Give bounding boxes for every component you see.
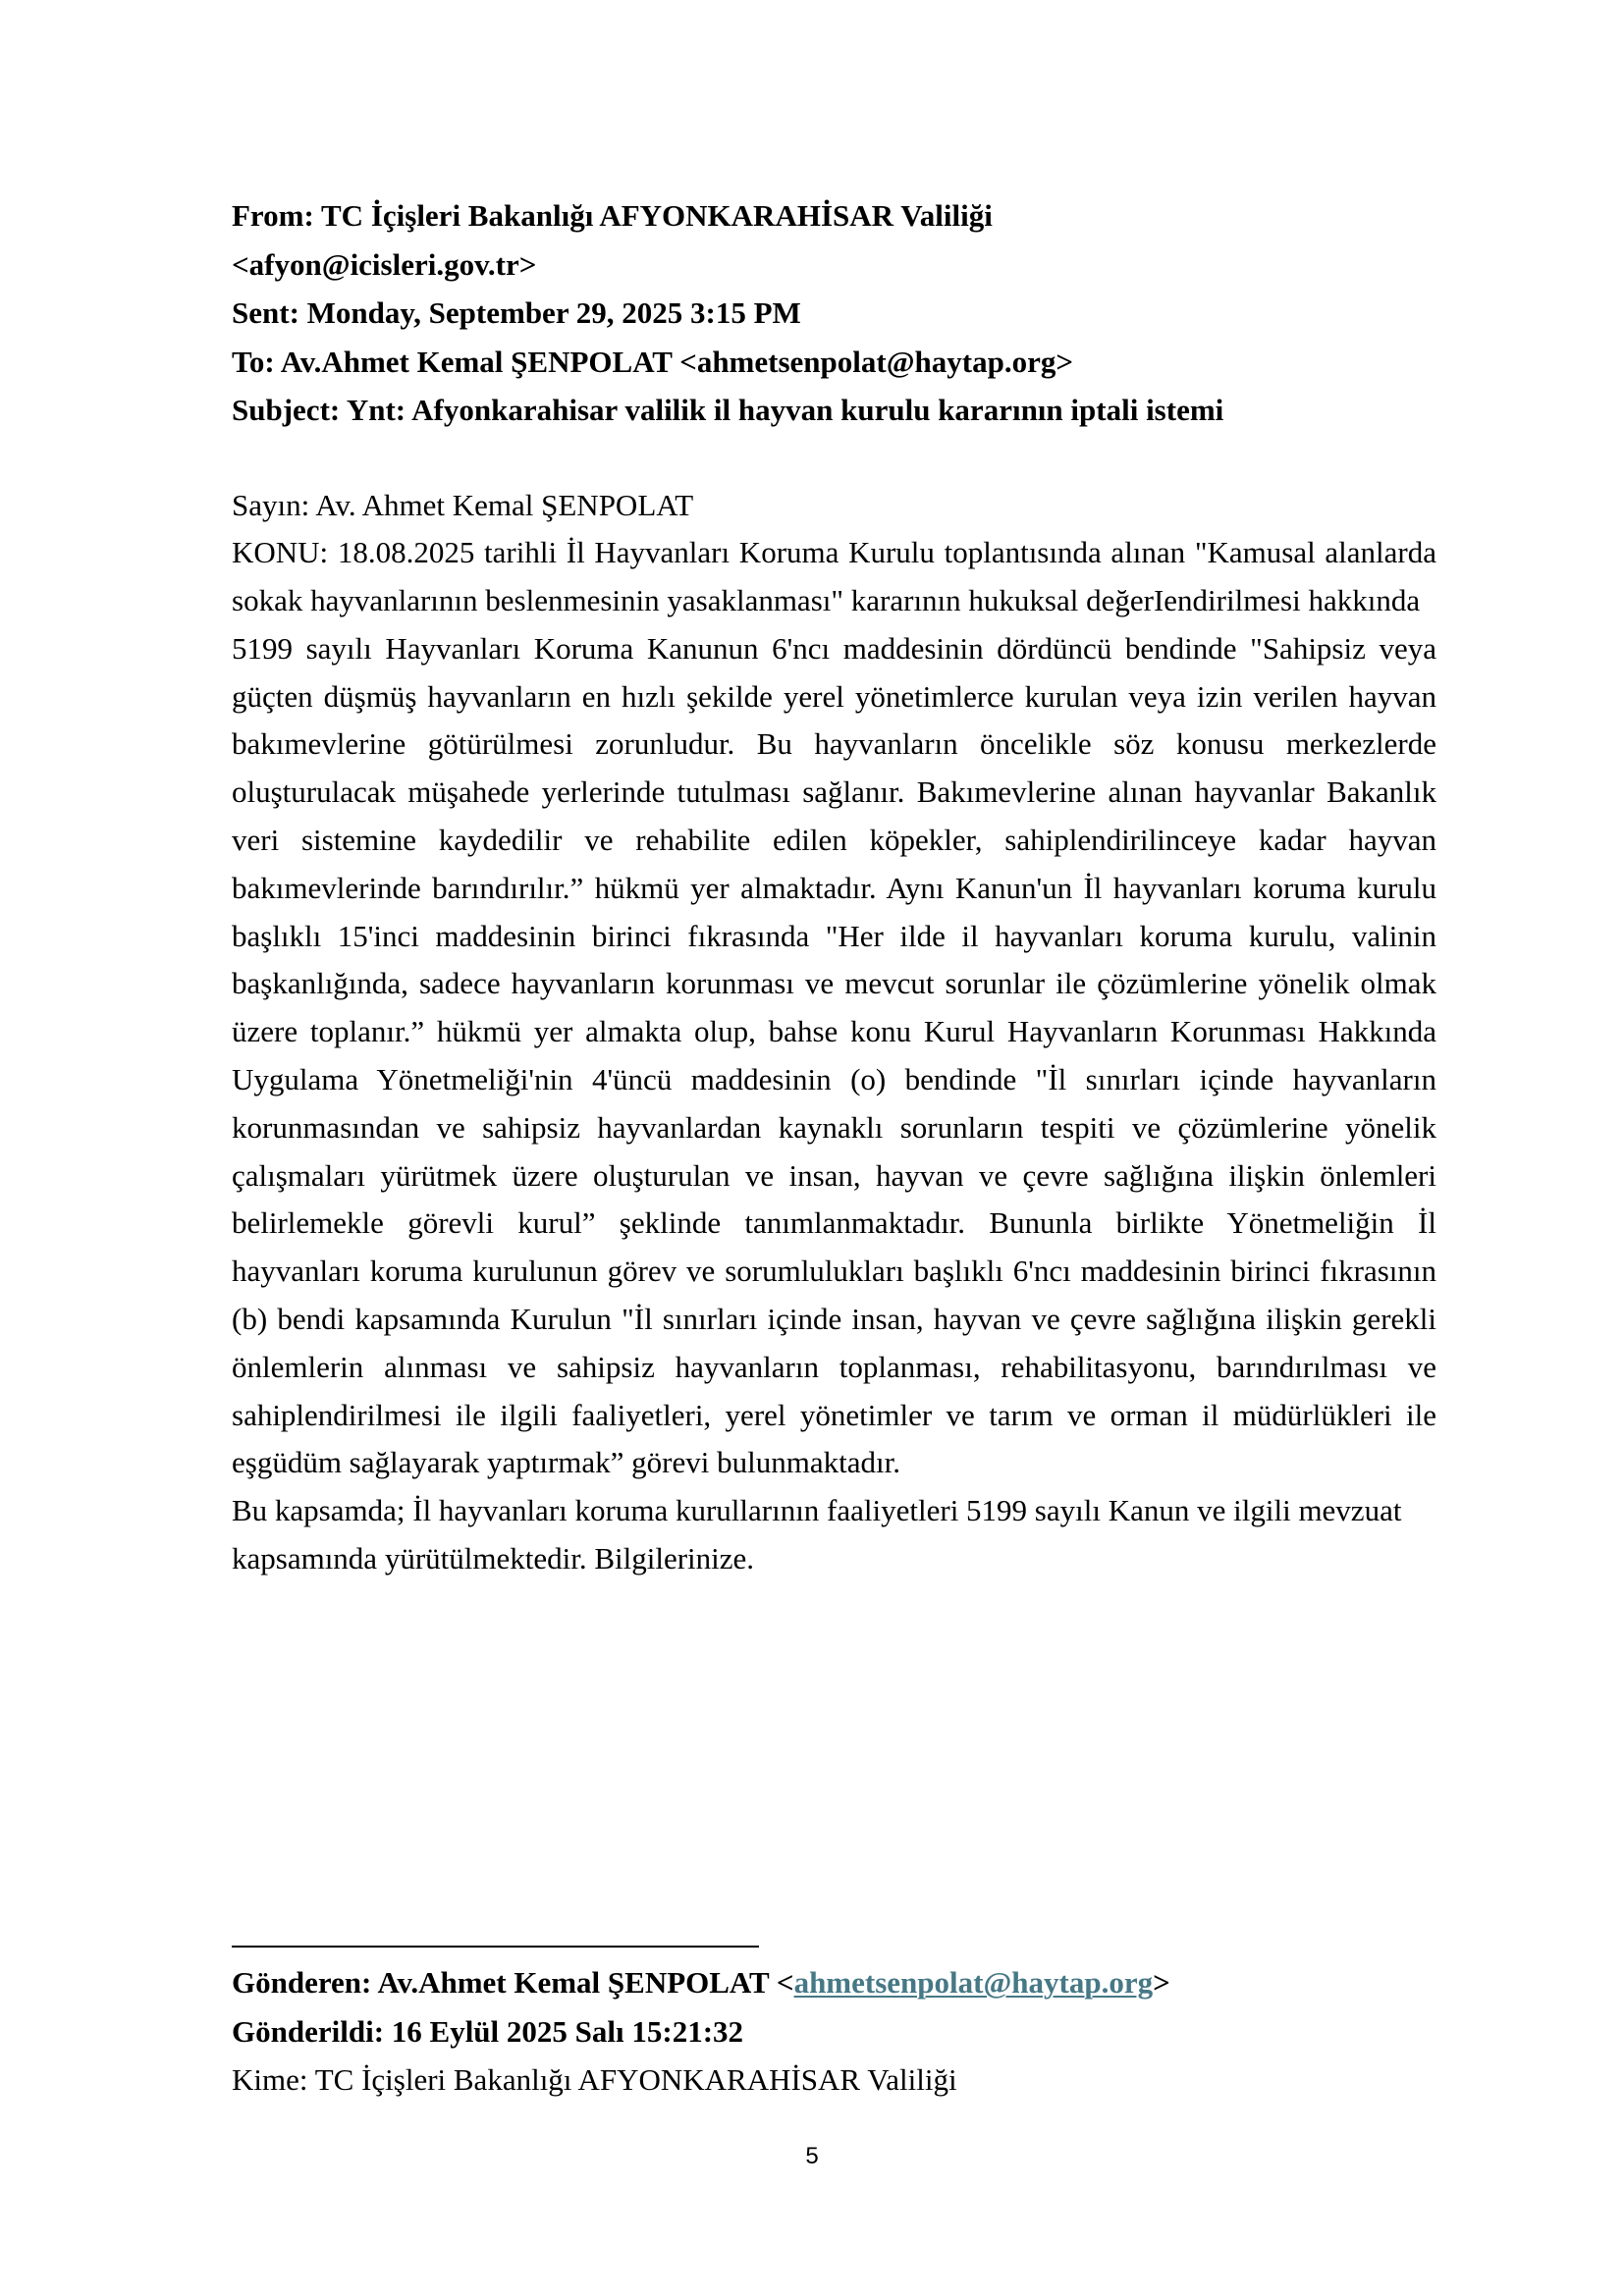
forwarded-header <box>232 1958 1436 2105</box>
email-header <box>232 191 1436 435</box>
header-spacer <box>232 435 1436 482</box>
from-name: TC İçişleri Bakanlığı AFYONKARAHİSAR Valiliği <box>321 198 993 233</box>
to-value: Av.Ahmet Kemal ŞENPOLAT <ahmetsenpolat@haytap.org> <box>280 344 1074 379</box>
email-from-address: <afyon@icisleri.gov.tr> <box>232 246 537 282</box>
email-close-bracket: > <box>1153 1965 1170 2000</box>
sent-label: Sent: <box>232 295 299 330</box>
subject-paragraph: KONU: 18.08.2025 tarihli İl Hayvanları Koruma Kurulu toplantısında alınan "Kamusal alanlarda sokak hayvanlarının beslenmesinin yasaklanması" kararının hukuksal değerIendirilmesi hakkında <box>232 535 1436 618</box>
forwarded-to-label: Kime: <box>232 2062 308 2097</box>
email-sent-line <box>232 289 1436 338</box>
email-open-bracket: < <box>776 1965 794 2000</box>
subject-label: Subject: <box>232 393 341 427</box>
forwarded-sent-label: Gönderildi: <box>232 2013 385 2049</box>
email-from-line <box>232 191 1436 240</box>
forwarded-sender-label: Gönderen: <box>232 1965 372 2000</box>
sent-value: Monday, September 29, 2025 3:15 PM <box>306 295 801 330</box>
email-to-line <box>232 338 1436 387</box>
divider-line <box>232 1946 759 1948</box>
forwarded-sent-value: 16 Eylül 2025 Salı 15:21:32 <box>391 2013 744 2049</box>
body-paragraph-1: 5199 sayılı Hayvanları Koruma Kanunun 6'ncı maddesinin dördüncü bendinde "Sahipsiz veya güçten düşmüş hayvanların en hızlı şekilde yerel yönetimlerce kurulan veya izin verilen hayvan bakımevlerine götürülmesi zorunludur. Bu hayvanların öncelikle söz konusu merkezlerde oluşturulacak müşahede yerlerinde tutulması sağlanır. Bakımevlerine alınan hayvanlar Bakanlık veri sistemine kaydedilir ve rehabilite edilen köpekler, sahiplendirilinceye kadar hayvan bakımevlerinde barındırılır.” hükmü yer almaktadır. Aynı Kanun'un İl hayvanları koruma kurulu başlıklı 15'inci maddesinin birinci fıkrasında "Her ilde il hayvanları koruma kurulu, valinin başkanlığında, sadece hayvanların korunması ve mevcut sorunlar ile çözümlerine yönelik olmak üzere toplanır.” hükmü yer almakta olup, bahse konu Kurul Hayvanların Korunması Hakkında Uygulama Yönetmeliği'nin 4'üncü maddesinin (o) bendinde "İl sınırları içinde hayvanların korunmasından ve sahipsiz hayvanlardan kaynaklı sorunların tespiti ve çözümlerine yönelik çalışmaları yürütmek üzere oluşturulan ve insan, hayvan ve çevre sağlığına ilişkin önlemleri belirlemekle görevli kurul” şeklinde tanımlanmaktadır. Bununla birlikte Yönetmeliğin İl hayvanları koruma kurulunun görev ve sorumlulukları başlıklı 6'ncı maddesinin birinci fıkrasının (b) bendi kapsamında Kurulun "İl sınırları içinde insan, hayvan ve çevre sağlığına ilişkin gerekli önlemlerin alınması ve sahipsiz hayvanların toplanması, rehabilitasyonu, barındırılması ve sahiplendirilmesi ile ilgili faaliyetleri, yerel yönetimler ve tarım ve orman il müdürlükleri ile eşgüdüm sağlayarak yaptırmak” görevi bulunmaktadır. <box>232 630 1436 1480</box>
from-label: From: <box>232 198 314 233</box>
to-label: To: <box>232 344 275 379</box>
email-body <box>232 482 1436 1583</box>
email-subject-line <box>232 386 1436 435</box>
page-number: 5 <box>805 2143 819 2169</box>
sender-email-link[interactable]: ahmetsenpolat@haytap.org <box>793 1965 1154 2000</box>
forwarded-sender-line <box>232 1958 1436 2007</box>
document-page <box>232 191 1436 1583</box>
subject-value: Ynt: Afyonkarahisar valilik il hayvan kurulu kararının iptali istemi <box>346 393 1224 427</box>
forwarded-to-value: TC İçişleri Bakanlığı AFYONKARAHİSAR Valiliği <box>314 2062 957 2097</box>
forwarded-to-line <box>232 2056 1436 2105</box>
salutation: Sayın: Av. Ahmet Kemal ŞENPOLAT <box>232 487 694 522</box>
forwarded-sent-line <box>232 2007 1436 2056</box>
body-paragraph-2: Bu kapsamda; İl hayvanları koruma kurullarının faaliyetleri 5199 sayılı Kanun ve ilgili mevzuat kapsamında yürütülmektedir. Bilgilerinize. <box>232 1493 1402 1576</box>
forwarded-sender-name: Av.Ahmet Kemal ŞENPOLAT <box>377 1965 770 2000</box>
